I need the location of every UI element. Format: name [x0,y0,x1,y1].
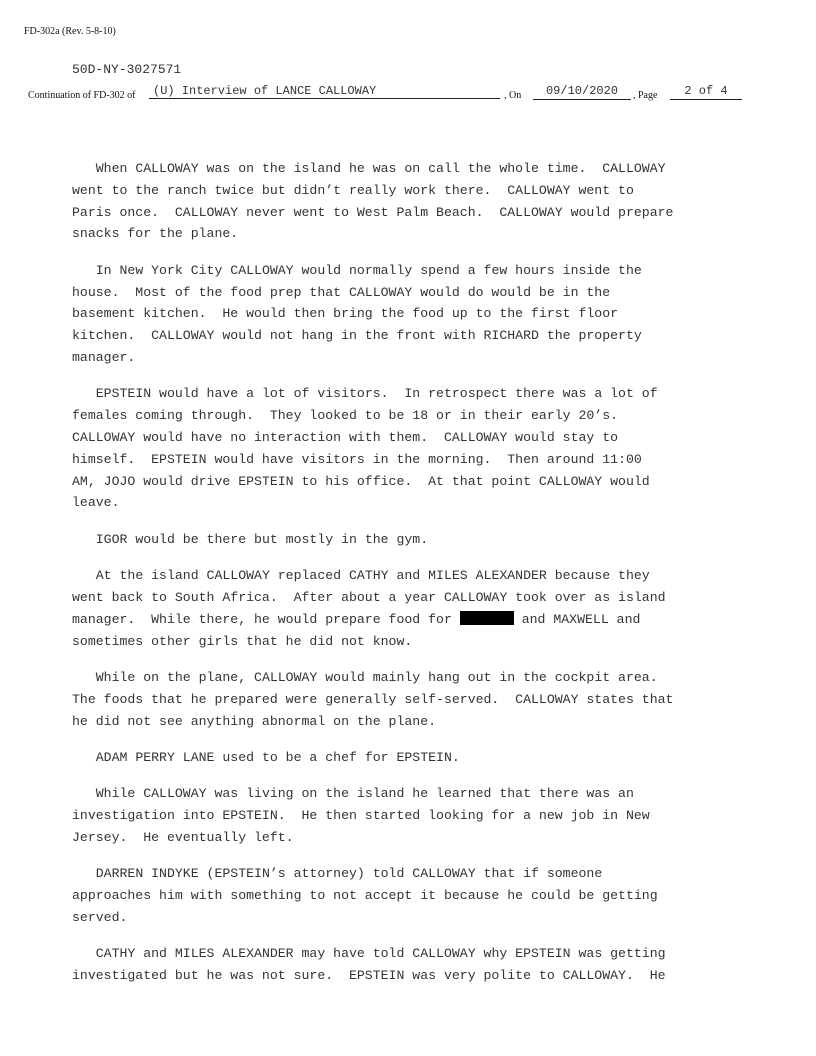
text-line: and MAXWELL and [513,611,641,627]
case-number: 50D-NY-3027571 [72,62,182,77]
paragraph [72,943,762,987]
text-line: While CALLOWAY was living on the island he learned that there was an [72,786,634,802]
text-line: investigation into EPSTEIN. He then started looking for a new job in New [72,808,650,824]
page-label: , Page [633,90,658,101]
subject-field: (U) Interview of LANCE CALLOWAY [149,84,500,99]
text-line: manager. [72,349,136,365]
text-line: AM, JOJO would drive EPSTEIN to his office. At that point CALLOWAY would [72,473,650,489]
text-line: When CALLOWAY was on the island he was on call the whole time. CALLOWAY [72,161,666,176]
text-line: While on the plane, CALLOWAY would mainly hang out in the cockpit area. [72,669,658,685]
text-line: CATHY and MILES ALEXANDER may have told CALLOWAY why EPSTEIN was getting [72,946,666,962]
paragraph [72,667,762,732]
text-line: manager. While there, he would prepare food for [72,611,460,627]
paragraph [72,783,762,848]
text-line: he did not see anything abnormal on the plane. [72,713,437,729]
text-line: In New York City CALLOWAY would normally spend a few hours inside the [72,262,642,278]
continuation-line [28,84,788,104]
text-line: ADAM PERRY LANE used to be a chef for EPSTEIN. [72,749,460,765]
on-label: , On [504,90,522,101]
text-line: sometimes other girls that he did not know. [72,633,413,649]
paragraph [72,565,762,652]
text-line: himself. EPSTEIN would have visitors in the morning. Then around 11:00 [72,451,642,467]
text-line: leave. [72,495,120,511]
form-id: FD-302a (Rev. 5-8-10) [24,26,116,37]
paragraph [72,260,762,369]
continuation-label: Continuation of FD-302 of [28,90,136,101]
text-line: kitchen. CALLOWAY would not hang in the front with RICHARD the property [72,328,642,344]
paragraph [72,158,762,245]
text-line: went to the ranch twice but didn’t really work there. CALLOWAY went to [72,182,634,198]
redaction-block [460,611,514,625]
text-line: house. Most of the food prep that CALLOWAY would do would be in the [72,284,611,300]
text-line: At the island CALLOWAY replaced CATHY and MILES ALEXANDER because they [72,568,650,584]
text-line: went back to South Africa. After about a year CALLOWAY took over as island [72,589,666,605]
text-line: DARREN INDYKE (EPSTEIN’s attorney) told CALLOWAY that if someone [72,866,603,882]
text-line: approaches him with something to not accept it because he could be getting [72,888,658,904]
paragraph [72,747,762,769]
document-body [72,158,762,1001]
date-field: 09/10/2020 [533,84,631,100]
text-line: Paris once. CALLOWAY never went to West Palm Beach. CALLOWAY would prepare [72,204,674,220]
text-line: IGOR would be there but mostly in the gym. [72,531,429,547]
text-line: CALLOWAY would have no interaction with them. CALLOWAY would stay to [72,429,619,445]
text-line: basement kitchen. He would then bring the food up to the first floor [72,306,619,322]
text-line: investigated but he was not sure. EPSTEIN was very polite to CALLOWAY. He [72,968,666,984]
text-line: The foods that he prepared were generally self-served. CALLOWAY states that [72,691,674,707]
text-line: females coming through. They looked to be 18 or in their early 20’s. [72,408,619,424]
page-number-field: 2 of 4 [670,84,742,100]
paragraph [72,529,762,551]
paragraph [72,383,762,514]
text-line: snacks for the plane. [72,226,239,242]
text-line: served. [72,909,128,925]
text-line: Jersey. He eventually left. [72,829,294,845]
text-line: EPSTEIN would have a lot of visitors. In retrospect there was a lot of [72,386,658,402]
paragraph [72,863,762,928]
